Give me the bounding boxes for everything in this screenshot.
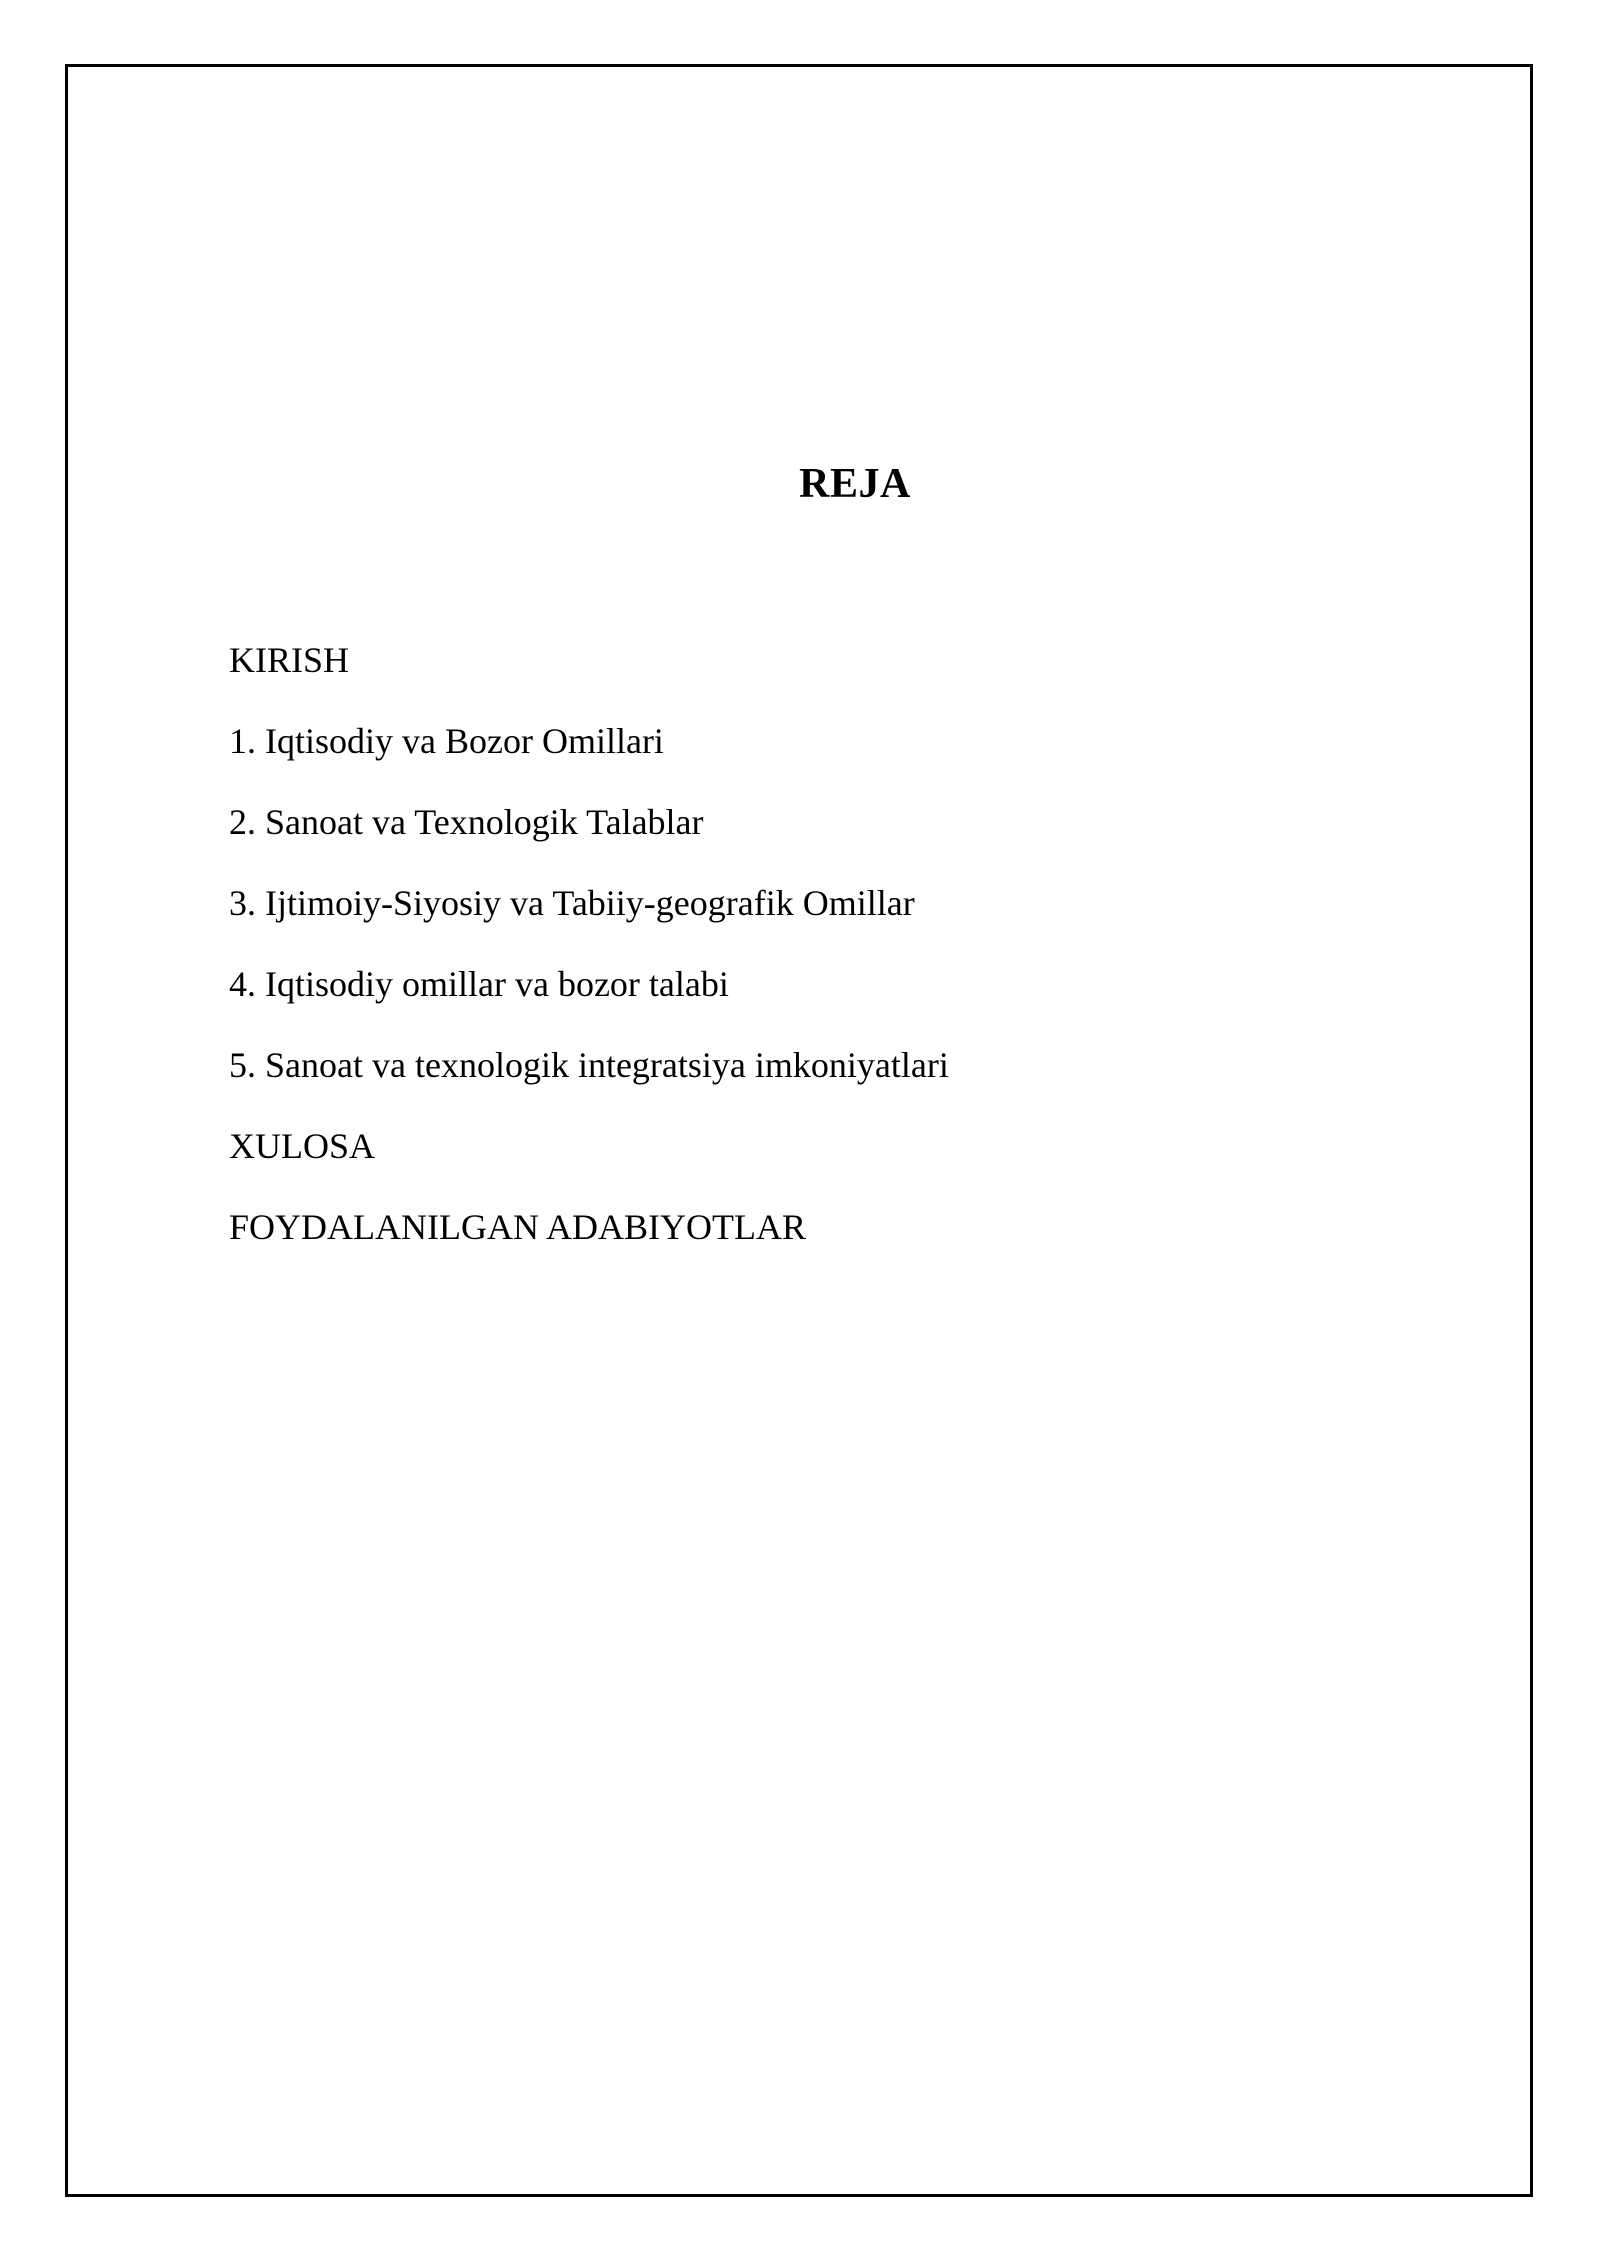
toc-item-5: 5. Sanoat va texnologik integratsiya imkoniyatlari <box>229 1045 949 1085</box>
toc-item-4: 4. Iqtisodiy omillar va bozor talabi <box>229 964 729 1004</box>
toc-item-3: 3. Ijtimoiy-Siyosiy va Tabiiy-geografik Omillar <box>229 883 915 923</box>
table-of-contents <box>229 640 949 1288</box>
toc-item-1: 1. Iqtisodiy va Bozor Omillari <box>229 721 664 761</box>
toc-item-2: 2. Sanoat va Texnologik Talablar <box>229 802 704 842</box>
page-title: REJA <box>799 461 911 507</box>
toc-item-conclusion: XULOSA <box>229 1126 376 1166</box>
toc-item-references: FOYDALANILGAN ADABIYOTLAR <box>229 1207 806 1247</box>
toc-item-introduction: KIRISH <box>229 640 350 680</box>
